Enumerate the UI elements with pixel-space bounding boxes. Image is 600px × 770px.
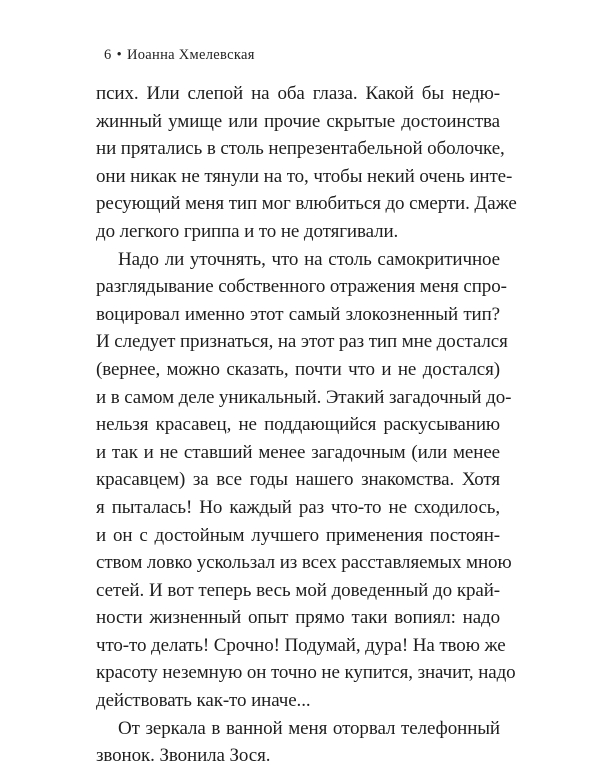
text-line: нельзя красавец, не поддающийся раскусыванию [96,414,500,436]
text-line: ресующий меня тип мог влюбиться до смерти. Даже [96,193,517,215]
text-line: что-то делать! Срочно! Подумай, дура! На твою же [96,634,506,656]
text-line: сетей. И вот теперь весь мой доведенный до край- [96,579,500,601]
text-line: ством ловко ускользал из всех расставляемых мною [96,552,512,574]
text-line: красоту неземную он точно не купится, значит, надо [96,662,516,684]
body-text [96,80,517,770]
text-line: звонок. Звонила Зося. [96,745,271,767]
text-line: действовать как-то иначе... [96,690,311,712]
author-name: Иоанна Хмелевская [126,47,255,63]
page-number: 6 [104,47,112,63]
text-line: я пыталась! Но каждый раз что-то не сходилось, [96,496,500,518]
header-separator: • [116,47,122,63]
text-line: до легкого гриппа и то не дотягивали. [96,220,399,242]
text-line: разглядывание собственного отражения меня спро- [96,276,507,298]
text-line: псих. Или слепой на оба глаза. Какой бы недю- [96,83,500,104]
text-line: они никак не тянули на то, чтобы некий очень инте- [96,165,513,187]
text-line: (вернее, можно сказать, почти что и не достался) [96,358,500,380]
text-line: и он с достойным лучшего применения постоян- [96,524,500,546]
text-line: и в самом деле уникальный. Этакий загадочный до- [96,386,512,408]
text-line: От зеркала в ванной меня оторвал телефонный [118,717,500,739]
text-line: жинный умище или прочие скрытые достоинства [96,110,500,132]
text-line: ни прятались в столь непрезентабельной оболочке, [96,138,505,160]
text-line: И следует признаться, на этот раз тип мне достался [96,331,508,353]
running-head [104,47,255,64]
text-line: воцировал именно этот самый злокозненный тип? [96,303,500,325]
text-line: и так и не ставший менее загадочным (или менее [96,441,500,463]
text-line: Надо ли уточнять, что на столь самокритичное [118,248,500,270]
text-line: ности жизненный опыт прямо таки вопиял: надо [96,607,500,629]
text-line: красавцем) за все годы нашего знакомства. Хотя [96,469,500,491]
